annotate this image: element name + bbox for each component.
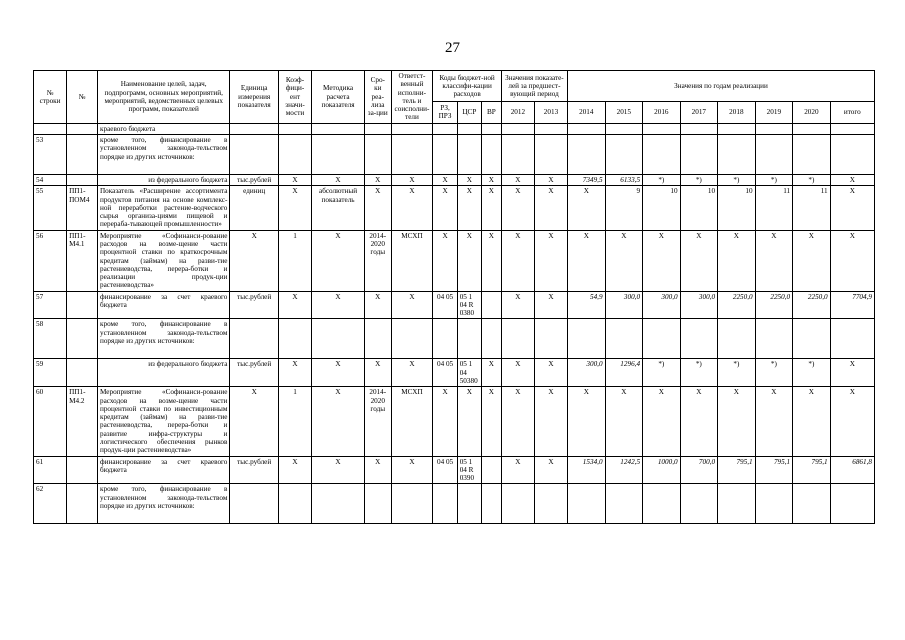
table-row: 55 ПП1-ПОМ4 Показатель «Расширение ассортимента продуктов питания на основе комплекс-ной переработки растение-водческого сырья организа-циями пищевой и перерабa-тывающей промышленности» единиц X абсолютный показатель X X X X X X X X 9 10 10 10 11 11 X [34, 186, 875, 230]
col-method: Методика расчета показателя [312, 71, 365, 124]
col-no: № [67, 71, 98, 124]
row-name: кроме того, финансирование в установленном законода-тельством порядке из других источников: [97, 134, 229, 174]
row-num: 54 [34, 174, 67, 185]
row-name: Показатель «Расширение ассортимента продуктов питания на основе комплекс-ной переработки растение-водческого сырья организа-циями пищевой и перерабa-тывающей промышленности» [97, 186, 229, 230]
col-2019: 2019 [755, 101, 793, 123]
row-num: 60 [34, 387, 67, 456]
table-row-continuation [34, 123, 875, 134]
col-total: итого [830, 101, 874, 123]
col-2013: 2013 [534, 101, 567, 123]
col-2017: 2017 [680, 101, 718, 123]
table-row: 57 финансирование за счет краевого бюджета тыс.рублей X X X X 04 05 05 1 04 R 0380 X X 54,9 300,0 300,0 300,0 2250,0 2250,0 2250,0 7704,9 [34, 291, 875, 319]
table-row [34, 484, 875, 524]
program-table [33, 70, 875, 524]
header-row-1 [34, 71, 875, 102]
col-2016: 2016 [643, 101, 681, 123]
col-term: Сро-ки реа-лиза за-ции [365, 71, 391, 124]
row-num: 62 [34, 484, 67, 524]
row-name: из федерального бюджета [97, 174, 229, 185]
row-code: ПП1-М4.2 [67, 387, 98, 456]
col-unit: Единица измерения показателя [230, 71, 279, 124]
row-code: ПП1-М4.1 [67, 230, 98, 291]
table-row: 56 ПП1-М4.1 Мероприятие «Софинанси-рование расходов на возме-щение части процентной ставки по краткосрочным кредитам (займам) на разви-тие растениеводства, перера-ботки и реализации продук-ции растениеводства» X 1 X 2014-2020 годы МСХП X X X X X X X X X X X X X [34, 230, 875, 291]
col-row-num: № строки [34, 71, 67, 124]
row-name: кроме того, финансирование в установленном законода-тельством порядке из других источников: [97, 484, 229, 524]
row-num: 55 [34, 186, 67, 230]
row-name: финансирование за счет краевого бюджета [97, 291, 229, 319]
row-name: финансирование за счет краевого бюджета [97, 456, 229, 484]
row-num: 61 [34, 456, 67, 484]
col-vr: ВР [481, 101, 501, 123]
table-row: 61 финансирование за счет краевого бюджета тыс.рублей X X X X 04 05 05 1 04 R 0390 X X 1534,0 1242,5 1000,0 700,0 795,1 795,1 795,1 6861,8 [34, 456, 875, 484]
col-resp: Ответст-венный исполни-тель и соисполни-тели [391, 71, 433, 124]
row-num: 53 [34, 134, 67, 174]
col-2020: 2020 [793, 101, 831, 123]
col-coef: Коэф-фици-ент значи-мости [278, 71, 311, 124]
row-name: кроме того, финансирование в установленном законода-тельством порядке из других источников: [97, 319, 229, 359]
col-2015: 2015 [605, 101, 643, 123]
table-row: 60 ПП1-М4.2 Мероприятие «Софинанси-рование расходов на возме-щение части процентной ставки по инвестиционным кредитам (займам) на разви-тие растениеводства, перера-ботки и развитие инфра-структуры и логистического обеспечения рынков продук-ции растениеводства» X 1 X 2014-2020 годы МСХП X X X X X X X X X X X X X [34, 387, 875, 456]
row-name: из федерального бюджета [97, 359, 229, 387]
table-row [34, 319, 875, 359]
row-name: Мероприятие «Софинанси-рование расходов на возме-щение части процентной ставки по краткосрочным кредитам (займам) на разви-тие растениеводства, перера-ботки и реализации продук-ции растениеводства» [97, 230, 229, 291]
row-num: 56 [34, 230, 67, 291]
col-2012: 2012 [501, 101, 534, 123]
col-csr: ЦСР [457, 101, 481, 123]
row-num: 57 [34, 291, 67, 319]
continuation-text: краевого бюджета [97, 123, 229, 134]
table-row [34, 134, 875, 174]
row-num: 58 [34, 319, 67, 359]
table-row: 59 из федерального бюджета тыс.рублей X X X X 04 05 05 1 04 50380 X X X 300,0 1296,4 *) *) *) *) *) X [34, 359, 875, 387]
row-code: ПП1-ПОМ4 [67, 186, 98, 230]
col-name: Наименование целей, задач, подпрограмм, основных мероприятий, мероприятий, ведомственных целевых программ, показателей [97, 71, 229, 124]
row-name: Мероприятие «Софинанси-рование расходов на возме-щение части процентной ставки по инвестиционным кредитам (займам) на разви-тие растениеводства, перера-ботки и развитие инфра-структуры и логистического обеспечения рынков продук-ции растениеводства» [97, 387, 229, 456]
col-rz: РЗ, ПРЗ [433, 101, 457, 123]
col-2018: 2018 [718, 101, 756, 123]
col-2014: 2014 [568, 101, 606, 123]
col-prev-values: Значения показате-лей за предшест-вующий период [501, 71, 567, 102]
table-row: 54 из федерального бюджета тыс.рублей X X X X X X X X X 7349,5 6133,5 *) *) *) *) *) X [34, 174, 875, 185]
row-num: 59 [34, 359, 67, 387]
page-number: 27 [445, 40, 460, 56]
col-years-values: Значения по годам реализации [568, 71, 875, 102]
col-budget-codes: Коды бюджет-ной классифи-кации расходов [433, 71, 501, 102]
